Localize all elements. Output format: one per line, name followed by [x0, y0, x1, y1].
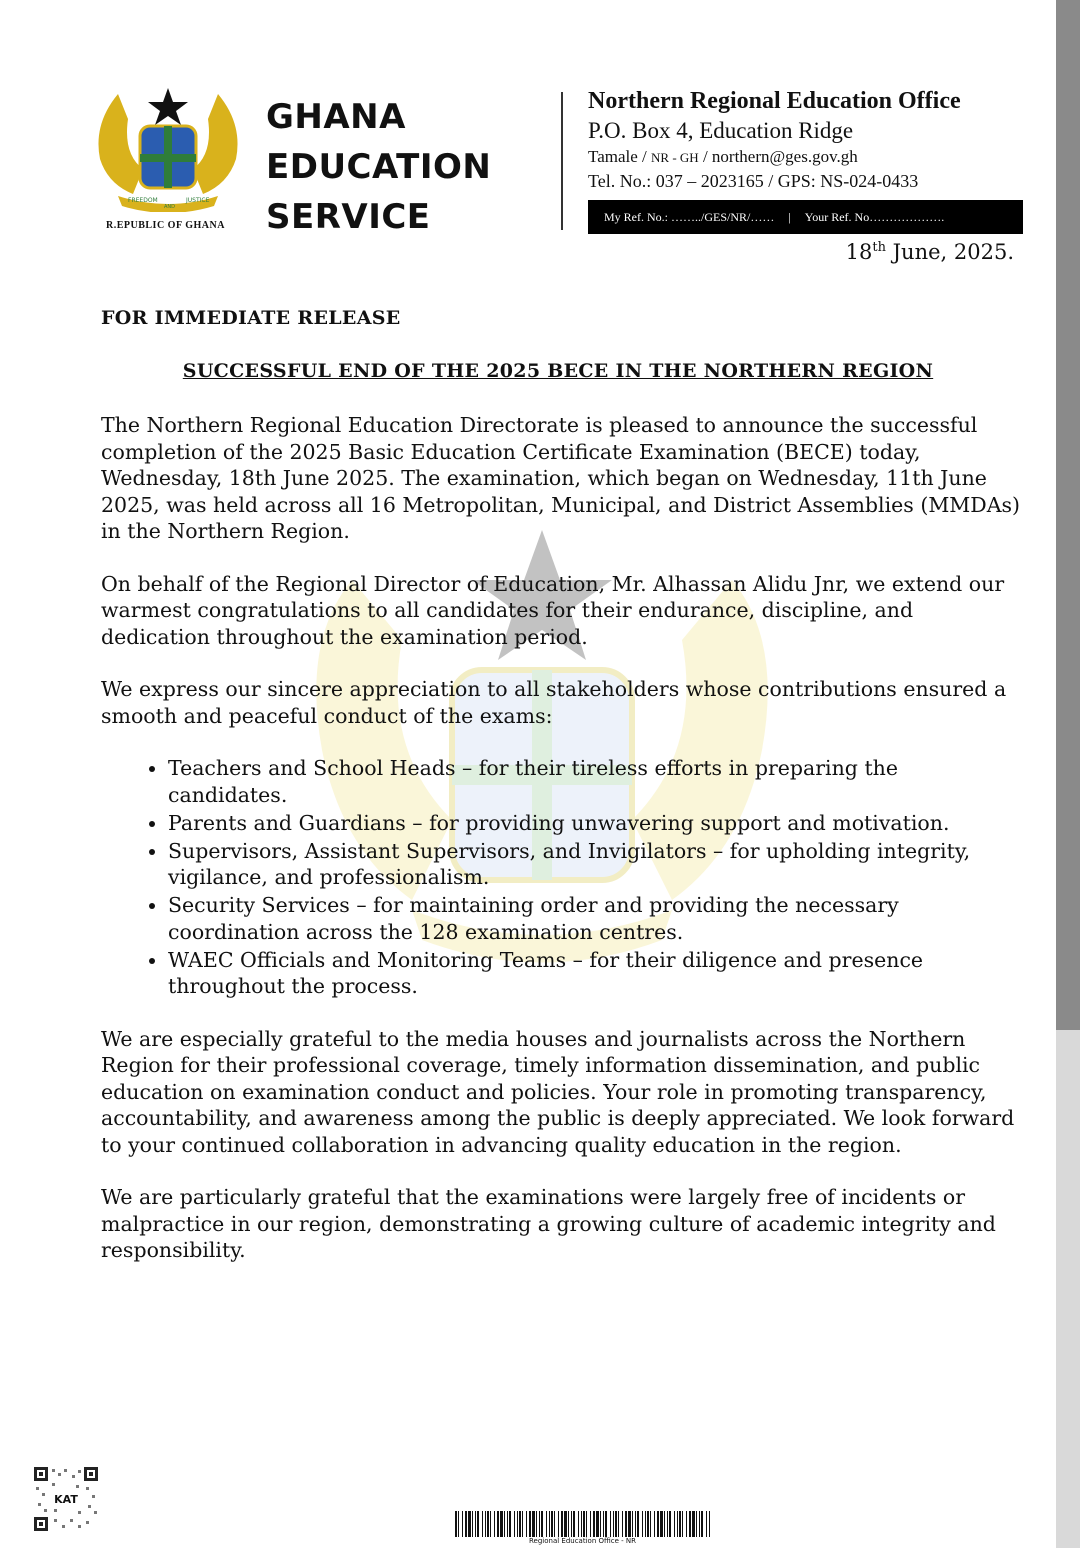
stakeholder-list: [101, 755, 1021, 1000]
list-item: • Parents and Guardians – for providing unwavering support and motivation.: [168, 810, 1021, 837]
barcode-bar: [583, 1511, 585, 1537]
republic-label: R.EPUBLIC OF GHANA: [106, 220, 225, 231]
barcode-bar: [564, 1511, 567, 1537]
list-item: • WAEC Officials and Monitoring Teams – for their diligence and presence throughout the process.: [168, 947, 1021, 1000]
barcode-bar: [551, 1511, 553, 1537]
barcode-bar: [455, 1511, 457, 1537]
paragraph-announcement: The Northern Regional Education Directorate is pleased to announce the successful completion of the 2025 Basic Education Certificate Examination (BECE) today, Wednesday, 18th June 2025. The examination, which began on Wednesday, 11th June 2025, was held across all 16 Metropolitan, Municipal, and District Assemblies (MMDAs) in the Northern Region.: [101, 413, 1021, 543]
barcode-bar: [635, 1511, 636, 1537]
barcode-bar: [625, 1511, 627, 1537]
barcode-bar: [507, 1511, 508, 1537]
barcode-bar: [458, 1511, 459, 1537]
barcode-label: Regional Education Office - NR: [528, 1537, 636, 1545]
barcode-bar: [539, 1511, 540, 1537]
barcode-bar: [669, 1511, 671, 1537]
release-label: FOR IMMEDIATE RELEASE: [101, 307, 401, 329]
barcode-bar: [490, 1511, 491, 1537]
ref-separator: |: [788, 209, 791, 224]
letterhead-divider: [561, 92, 563, 230]
paragraph-appreciation: We express our sincere appreciation to all stakeholders whose contributions ensured a smooth and peaceful conduct of the exams:: [101, 677, 1007, 728]
barcode-bar: [593, 1511, 595, 1537]
crest-motto-right: JUSTICE: [186, 197, 210, 204]
barcode-bar: [581, 1511, 582, 1537]
barcode-bar: [645, 1511, 646, 1537]
barcode-bar: [686, 1511, 687, 1537]
barcode-bar: [549, 1511, 550, 1537]
barcode-bar: [504, 1511, 505, 1537]
barcode-bar: [497, 1511, 499, 1537]
barcode-bar: [558, 1511, 559, 1537]
tel-gps-line: Tel. No.: 037 – 2023165 / GPS: NS-024-0433: [588, 171, 919, 191]
email: northern@ges.gov.gh: [711, 147, 858, 166]
barcode-bar: [622, 1511, 623, 1537]
paragraph-congratulations: On behalf of the Regional Director of Education, Mr. Alhassan Alidu Jnr, we extend our warmest congratulations to all candidates for their endurance, discipline, and dedication throughout the examination period.: [101, 571, 1005, 649]
paragraph-media: We are especially grateful to the media houses and journalists across the Northern Region for their professional coverage, timely information dissemination, and public education on examination conduct and policies. Your role in promoting transparency, accountability, and awareness among the public is deeply appreciated. We look forward to your continued collaboration in advancing quality education in the region.: [101, 1026, 1015, 1157]
barcode-bar: [509, 1511, 511, 1537]
barcode-bar: [522, 1511, 523, 1537]
list-item: • Supervisors, Assistant Supervisors, and Invigilators – for upholding integrity, vigilance, and professionalism.: [168, 838, 1021, 891]
barcode-bar: [657, 1511, 659, 1537]
barcode-icon: [455, 1511, 710, 1537]
crest-motto-mid: AND: [164, 204, 176, 210]
barcode-bar: [517, 1511, 518, 1537]
barcode-bar: [571, 1511, 572, 1537]
barcode-bar: [642, 1511, 643, 1537]
qr-label: KAT: [54, 1493, 78, 1506]
region-code: NR - GH: [651, 150, 699, 165]
barcode-bar: [561, 1511, 563, 1537]
release-body: [101, 412, 1021, 1290]
barcode-bar: [462, 1511, 463, 1537]
barcode-bar: [610, 1511, 611, 1537]
barcode-bar: [603, 1511, 604, 1537]
barcode-bar: [605, 1511, 607, 1537]
date-day: 18: [845, 240, 873, 264]
barcode-bar: [618, 1511, 619, 1537]
barcode-bar: [546, 1511, 547, 1537]
org-line: EDUCATION: [266, 147, 492, 187]
my-ref: My Ref. No.: ……../GES/NR/……: [604, 209, 775, 224]
barcode-bar: [654, 1511, 655, 1537]
barcode-bar: [674, 1511, 675, 1537]
barcode-bar: [709, 1511, 710, 1537]
barcode-bar: [699, 1511, 700, 1537]
barcode-bar: [596, 1511, 599, 1537]
barcode-bar: [494, 1511, 495, 1537]
list-item: • Security Services – for maintaining order and providing the necessary coordination across the 128 examination centres.: [168, 892, 1021, 945]
org-line: GHANA: [266, 97, 406, 137]
office-address-block: [588, 86, 961, 193]
barcode-bar: [615, 1511, 617, 1537]
headline-text: SUCCESSFUL END OF THE 2025 BECE IN THE NORTHERN REGION: [182, 360, 934, 382]
barcode-bar: [632, 1511, 633, 1537]
barcode-bar: [500, 1511, 503, 1537]
barcode-bar: [468, 1511, 471, 1537]
barcode-bar: [536, 1511, 537, 1537]
barcode-bar: [706, 1511, 707, 1537]
barcode-bar: [477, 1511, 479, 1537]
barcode-bar: [514, 1511, 515, 1537]
barcode-bar: [532, 1511, 535, 1537]
barcode-bar: [590, 1511, 591, 1537]
letter-date: [846, 240, 1014, 264]
barcode-bar: [679, 1511, 681, 1537]
barcode-bar: [465, 1511, 467, 1537]
city-email-line: Tamale / NR - GH / northern@ges.gov.gh: [588, 147, 858, 166]
barcode-bar: [554, 1511, 555, 1537]
barcode-bar: [578, 1511, 579, 1537]
barcode-bar: [573, 1511, 575, 1537]
barcode-bar: [677, 1511, 678, 1537]
your-ref: Your Ref. No……………….: [804, 209, 945, 224]
barcode-bar: [487, 1511, 489, 1537]
barcode-bar: [529, 1511, 531, 1537]
paragraph-integrity: We are particularly grateful that the examinations were largely free of incidents or malpractice in our region, demonstrating a growing culture of academic integrity and responsibility.: [101, 1185, 996, 1262]
list-item: • Teachers and School Heads – for their tireless efforts in preparing the candidates.: [168, 755, 1021, 808]
barcode-bar: [526, 1511, 527, 1537]
date-suffix: th: [872, 240, 886, 255]
barcode-bar: [667, 1511, 668, 1537]
barcode-bar: [586, 1511, 587, 1537]
barcode-bar: [613, 1511, 614, 1537]
qr-code-icon: [34, 1467, 98, 1531]
po-box: P.O. Box 4, Education Ridge: [588, 118, 854, 143]
barcode-bar: [475, 1511, 476, 1537]
office-name: Northern Regional Education Office: [588, 88, 961, 114]
reference-bar: [588, 200, 1023, 234]
barcode-bar: [682, 1511, 683, 1537]
organization-name: [266, 92, 491, 242]
barcode-bar: [600, 1511, 601, 1537]
barcode-bar: [650, 1511, 651, 1537]
date-rest: June, 2025.: [885, 240, 1014, 264]
ghana-coat-of-arms-icon: [88, 84, 248, 212]
barcode-bar: [701, 1511, 703, 1537]
barcode-bar: [519, 1511, 521, 1537]
scrollbar-thumb[interactable]: [1056, 0, 1080, 1030]
barcode-bar: [660, 1511, 663, 1537]
barcode-bar: [647, 1511, 649, 1537]
scrollbar[interactable]: [1056, 0, 1080, 1548]
headline: [0, 360, 1080, 382]
barcode-bar: [541, 1511, 543, 1537]
city: Tamale: [588, 147, 638, 166]
barcode-bar: [664, 1511, 665, 1537]
barcode-bar: [696, 1511, 697, 1537]
barcode-bar: [628, 1511, 631, 1537]
barcode-bar: [692, 1511, 695, 1537]
barcode-bar: [568, 1511, 569, 1537]
org-line: SERVICE: [266, 197, 431, 237]
barcode-bar: [637, 1511, 639, 1537]
barcode-bar: [485, 1511, 486, 1537]
crest-motto-left: FREEDOM: [128, 197, 158, 204]
barcode-bar: [689, 1511, 691, 1537]
barcode-bar: [472, 1511, 473, 1537]
barcode-bar: [482, 1511, 483, 1537]
